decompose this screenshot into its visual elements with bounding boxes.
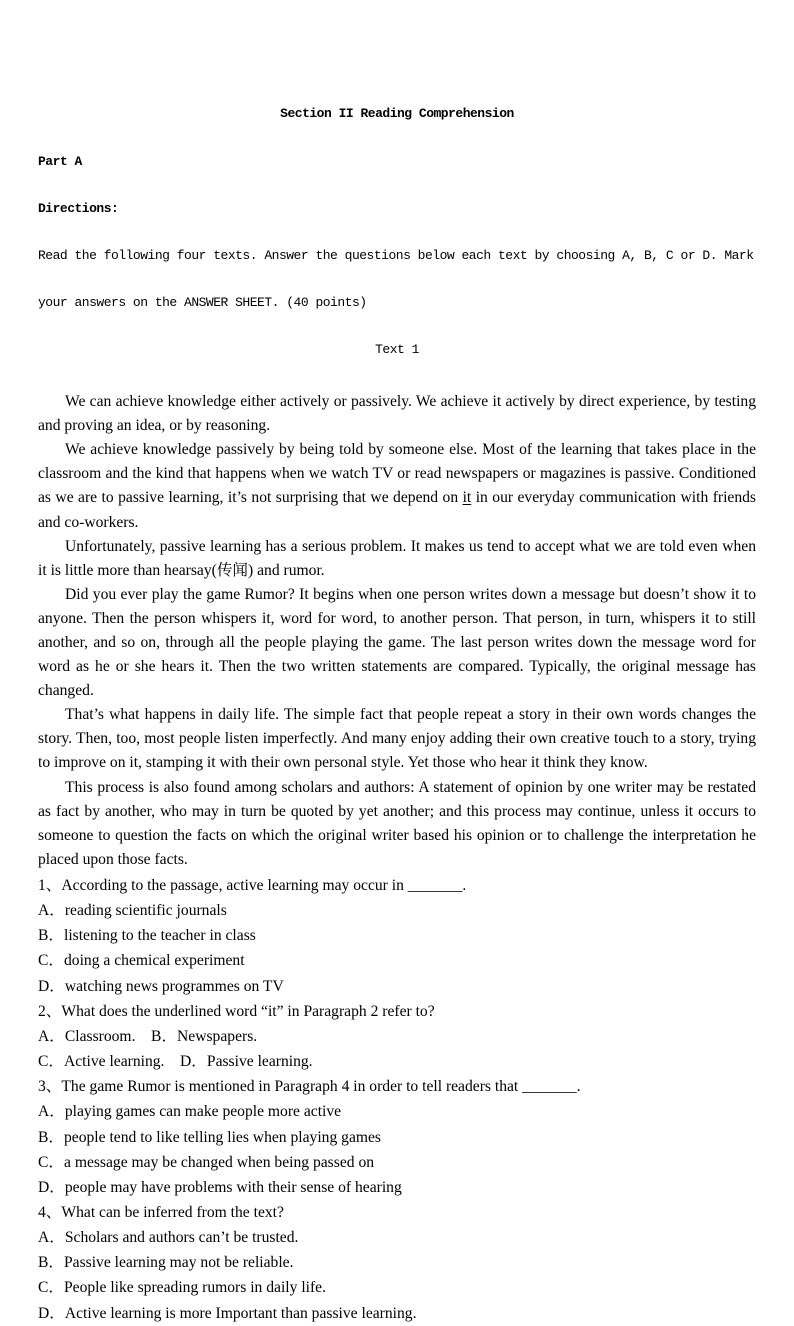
paragraph-2-after: in our everyday communication with friends and co-workers. [38,489,757,531]
question-2-options-cd: C．Active learning. D．Passive learning. [38,1053,313,1071]
question-1 [38,873,756,999]
passage-paragraph-3: Unfortunately, passive learning has a serious problem. It makes us tend to accept what we are told even when it is little more than hearsay(传闻) and rumor. [38,537,756,579]
question-2-options-ab: A．Classroom. B．Newspapers. [38,1027,258,1045]
reading-passage [38,390,756,872]
question-4-option-b: B．Passive learning may not be reliable. [38,1254,294,1272]
question-3 [38,1074,756,1200]
passage-paragraph-1: We can achieve knowledge either actively or passively. We achieve it actively by direct experience, by testing and proving an idea, or by reasoning. [38,393,756,435]
passage-paragraph-5: That’s what happens in daily life. The simple fact that people repeat a story in their own words changes the story. Then, too, most people listen imperfectly. And many enjoy adding their own creative touch to a story, trying to improve on it, stamping it with their own personal style. Yet those who hear it think they know. [38,706,756,772]
question-4-option-c: C．People like spreading rumors in daily life. [38,1279,326,1297]
question-2 [38,999,756,1074]
directions-line-1: Read the following four texts. Answer the questions below each text by choosing A, B, C or D. Mark [38,247,754,263]
question-1-option-c: C．doing a chemical experiment [38,952,245,970]
question-4-option-a: A．Scholars and authors can’t be trusted. [38,1229,299,1247]
question-4 [38,1200,756,1326]
passage-paragraph-2 [38,438,756,534]
paragraph-2-before: We achieve knowledge passively by being told by someone else. Most of the learning that takes place in the classroom and the kind that happens when we watch TV or read newspapers or magazines is passive. Conditioned as we are to passive learning, it’s not surprising that we depend on [38,441,756,507]
question-3-option-c: C．a message may be changed when being passed on [38,1153,375,1171]
directions-label: Directions: [38,200,119,216]
question-3-option-d: D．people may have problems with their sense of hearing [38,1178,402,1196]
part-label: Part A [38,153,82,169]
directions-line-2: your answers on the ANSWER SHEET. (40 points) [38,294,367,310]
question-1-stem: 1、According to the passage, active learning may occur in _______. [38,876,467,894]
question-3-option-a: A．playing games can make people more active [38,1103,342,1121]
question-4-option-d: D．Active learning is more Important than passive learning. [38,1304,417,1322]
underlined-word-it: it [462,489,472,507]
exam-header [38,75,756,389]
question-2-stem: 2、What does the underlined word “it” in Paragraph 2 refer to? [38,1002,435,1020]
question-3-option-b: B．people tend to like telling lies when playing games [38,1128,381,1146]
section-title: Section II Reading Comprehension [280,106,514,122]
questions-section [38,873,756,1326]
text-title: Text 1 [375,341,419,357]
question-1-option-a: A．reading scientific journals [38,902,227,920]
question-1-option-d: D．watching news programmes on TV [38,977,284,995]
passage-paragraph-4: Did you ever play the game Rumor? It begins when one person writes down a message but doesn’t show it to anyone. Then the person whispers it, word for word, to another person. That person, in turn, whispers it to still another, and so on, through all the people playing the game. The last person writes down the message word for word as he or she hears it. Then the two written statements are compared. Typically, the original message has changed. [38,585,756,700]
question-4-stem: 4、What can be inferred from the text? [38,1203,284,1221]
passage-paragraph-6: This process is also found among scholars and authors: A statement of opinion by one writer may be restated as fact by another, who may in turn be quoted by yet another; and this process may continue, unless it occurs to someone to question the facts on which the original writer based his opinion or to challenge the interpretation he placed upon those facts. [38,778,756,868]
question-1-option-b: B．listening to the teacher in class [38,927,256,945]
question-3-stem: 3、The game Rumor is mentioned in Paragraph 4 in order to tell readers that _______. [38,1078,581,1096]
